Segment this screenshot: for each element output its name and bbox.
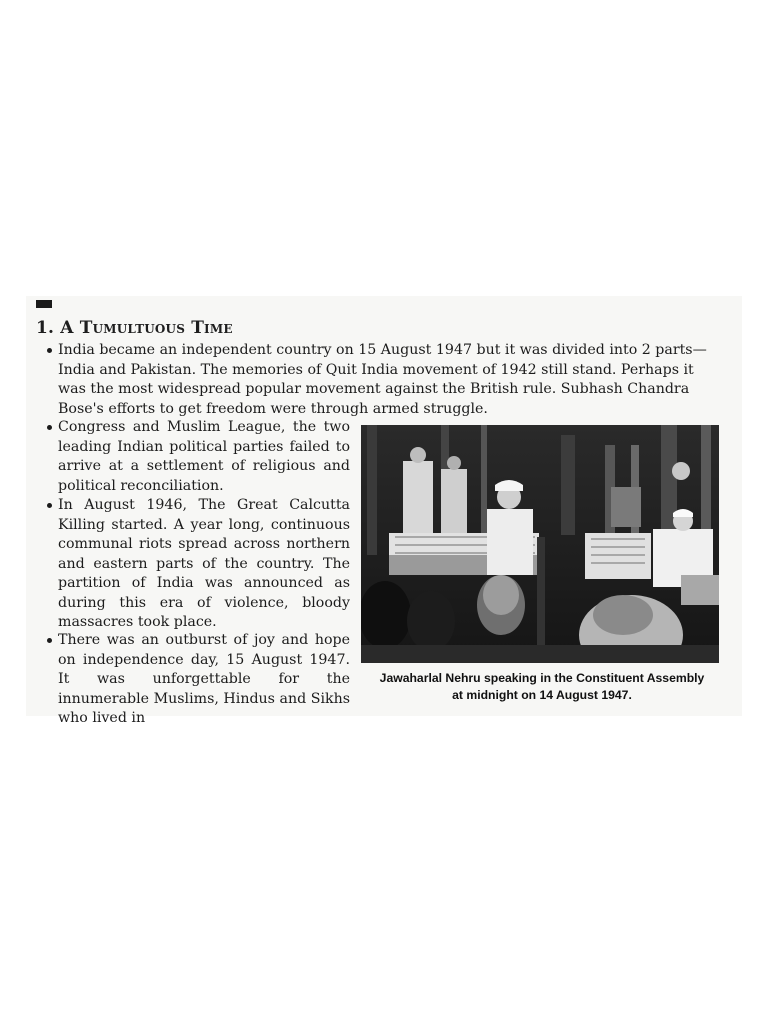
section-heading: 1. A Tumultuous Time	[36, 318, 233, 338]
photo-caption	[360, 670, 724, 704]
bullet-text: Congress and Muslim League, the two leading Indian political parties failed to arrive at a settlement of religious and political reconciliation.	[58, 419, 350, 494]
bullet-icon	[47, 425, 52, 430]
bullet-item-3	[58, 496, 350, 633]
bullet-item-4	[58, 631, 350, 729]
caption-line-1: Jawaharlal Nehru speaking in the Constituent Assembly	[379, 671, 705, 685]
bullet-icon	[47, 638, 52, 643]
bullet-text: There was an outburst of joy and hope on independence day, 15 August 1947. It was unforgettable for the innumerable Muslims, Hindus and Sikhs who lived in	[58, 632, 350, 726]
bullet-item-1	[58, 341, 724, 419]
bullet-item-2	[58, 418, 350, 496]
bullet-icon	[47, 503, 52, 508]
bullet-icon	[47, 348, 52, 353]
bullet-text: India became an independent country on 15 August 1947 but it was divided into 2 parts—India and Pakistan. The memories of Quit India movement of 1942 still stand. Perhaps it was the most widespread popular movement against the British rule. Subhash Chandra Bose's efforts to get freedom were through armed struggle.	[58, 342, 707, 417]
constituent-assembly-photo	[361, 425, 719, 663]
bullet-text: In August 1946, The Great Calcutta Killing started. A year long, continuous communal riots spread across northern and eastern parts of the country. The partition of India was announced as during this era of violence, bloody massacres took place.	[58, 497, 350, 630]
caption-line-2: at midnight on 14 August 1947.	[452, 688, 632, 702]
page-edge-mark	[36, 300, 52, 308]
